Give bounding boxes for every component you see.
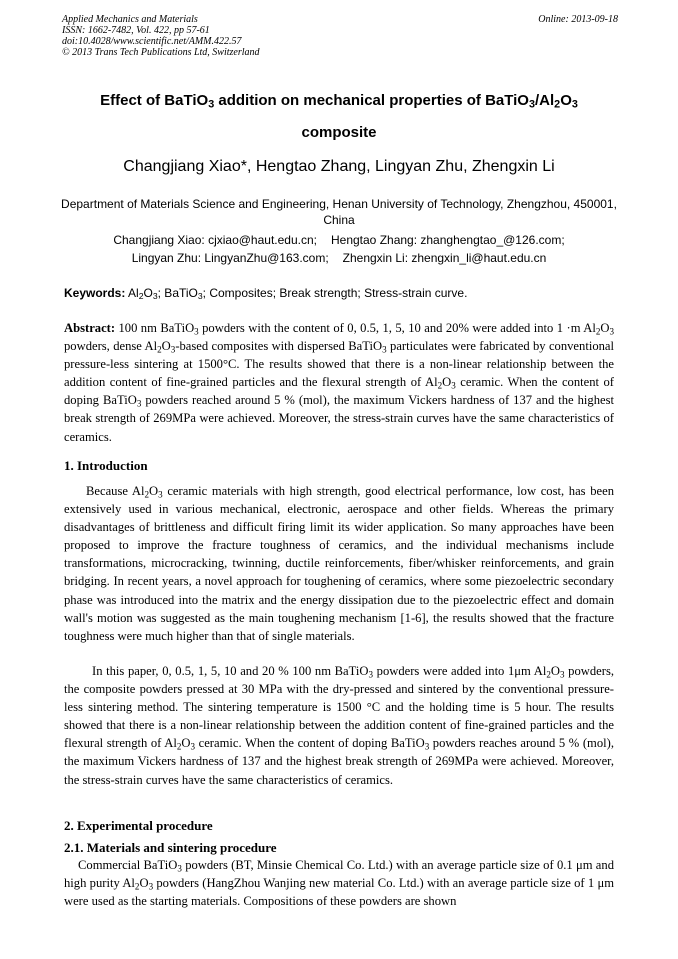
email-author-4: Zhengxin Li: zhengxin_li@haut.edu.cn	[342, 251, 547, 265]
materials-subscript: 3	[148, 881, 154, 892]
abstract-text: O	[442, 375, 452, 390]
keywords	[64, 286, 624, 300]
abstract-subscript: 3	[382, 344, 387, 355]
author-list: Changjiang Xiao*, Hengtao Zhang, Lingyan Zhu, Zhengxin Li	[123, 158, 555, 175]
intro-subscript: 2	[176, 741, 182, 752]
intro-text: Because Al	[86, 484, 145, 498]
email-author-3: Lingyan Zhu: LingyanZhu@163.com;	[131, 251, 329, 265]
intro-text: powders, the composite powders pressed at 30 MPa with the dry-pressed and sintered by the conventional pressure-less sintering method. The sintering temperature is 1500 °C and the holding time is 5 hour. The results showed that there is a non-linear relationship between the addition content of fine-grained particles and the flexural strength of Al	[64, 664, 615, 751]
keyword-text: ; BaTiO	[157, 286, 198, 300]
email-line-1	[50, 232, 628, 248]
materials-text: O	[139, 876, 149, 891]
intro-subscript: 3	[158, 489, 163, 500]
abstract-text: ceramic. When the content of doping BaTiO	[64, 375, 615, 408]
keyword-text: O	[143, 286, 153, 300]
section-heading-experimental: 2. Experimental procedure	[64, 818, 213, 833]
intro-subscript: 2	[546, 669, 551, 680]
keyword-subscript: 3	[197, 291, 203, 302]
abstract-text: particulates were fabricated by conventional pressure-less sintering at 1500°C. The results showed that there is a non-linear relationship between the addition content of fine-grained particles and the flexural strength of Al	[64, 339, 614, 390]
copyright-line: © 2013 Trans Tech Publications Ltd, Switzerland	[62, 47, 260, 58]
materials-subscript: 2	[134, 881, 140, 892]
abstract-text: O	[161, 339, 171, 354]
abstract-subscript: 3	[451, 380, 456, 391]
intro-subscript: 3	[424, 741, 430, 752]
intro-subscript: 2	[144, 489, 150, 500]
abstract-subscript: 3	[136, 398, 142, 409]
intro-text: O	[149, 484, 159, 498]
materials-subscript: 3	[177, 863, 182, 874]
intro-text: O	[181, 736, 191, 751]
title-subscript: 3	[208, 98, 215, 111]
title-text: Effect of BaTiO	[100, 92, 209, 109]
keyword-text: Al	[125, 286, 139, 300]
email-author-1: Changjiang Xiao: cjxiao@haut.edu.cn;	[113, 233, 317, 247]
intro-text: O	[550, 664, 561, 678]
abstract-text: O	[600, 321, 610, 335]
abstract-subscript: 2	[437, 380, 443, 391]
intro-subscript: 3	[560, 669, 565, 680]
doi-line: doi:10.4028/www.scientific.net/AMM.422.57	[62, 36, 242, 47]
abstract-subscript: 3	[170, 344, 176, 355]
abstract-text: powders with the content of 0, 0.5, 1, 5, 10 and 20% were added into 1 ·m Al	[198, 321, 596, 335]
materials-text: powders (BT, Minsie Chemical Co. Ltd.) with an average particle size of 0.1 μm and high purity Al	[64, 858, 614, 891]
abstract-subscript: 2	[157, 344, 162, 355]
title-subscript: 3	[571, 98, 578, 111]
keyword-subscript: 3	[152, 291, 158, 302]
paper-title-line2: composite	[301, 124, 377, 141]
title-subscript: 3	[528, 98, 535, 111]
journal-name: Applied Mechanics and Materials	[62, 14, 198, 25]
intro-subscript: 3	[368, 669, 374, 680]
keyword-subscript: 2	[138, 291, 144, 302]
materials-paragraph	[64, 856, 614, 910]
title-text: /Al	[535, 92, 555, 109]
materials-text: powders (HangZhou Wanjing new material Co. Ltd.) with an average particle size of 1 μm were used as the starting materials. Compositions of these powders are shown	[64, 876, 615, 909]
abstract-paragraph	[64, 319, 614, 446]
abstract-subscript: 3	[609, 326, 614, 337]
email-author-2: Hengtao Zhang: zhanghengtao_@126.com;	[330, 233, 565, 247]
intro-paragraph-1	[64, 482, 614, 645]
keywords-label: Keywords:	[64, 286, 126, 300]
title-text: addition on mechanical properties of BaTiO	[214, 92, 529, 109]
title-text: O	[560, 92, 572, 109]
intro-text: powders reaches around 5 % (mol), the maximum Vickers hardness of 137 and the highest break strength of 269MPa were achieved. Moreover, the stress-strain curves have the same characteristics of ceramics.	[64, 736, 614, 787]
keyword-text: ; Composites; Break strength; Stress-strain curve.	[202, 286, 468, 300]
email-line-2	[50, 250, 628, 266]
intro-text: ceramic. When the content of doping BaTiO	[195, 736, 425, 751]
journal-header	[62, 14, 618, 58]
abstract-subscript: 3	[194, 326, 199, 337]
paper-title	[40, 92, 638, 109]
title-subscript: 2	[554, 98, 561, 111]
abstract-subscript: 2	[595, 326, 601, 337]
abstract-text: -based composites with dispersed BaTiO	[175, 339, 383, 354]
abstract-text: 100 nm BaTiO	[115, 321, 195, 335]
issn-line: ISSN: 1662-7482, Vol. 422, pp 57-61	[62, 25, 210, 36]
abstract-label: Abstract:	[64, 321, 116, 335]
intro-subscript: 3	[190, 741, 196, 752]
online-date: Online: 2013-09-18	[538, 14, 618, 25]
section-heading-introduction: 1. Introduction	[64, 458, 148, 473]
intro-text: In this paper, 0, 0.5, 1, 5, 10 and 20 % 100 nm BaTiO	[92, 664, 369, 678]
intro-text: ceramic materials with high strength, good electrical performance, low cost, has been extensively used in various mechanical, electronic, aerospace and other fields. Whereas the primary disadvantages of brittleness and difficult firing limit its wider application. So many approaches have been proposed to improve the fracture toughness of ceramics, and the individual mechanisms include transformations, microcracking, twinning, ductile reinforcements, fiber/whisker reinforcements, and grain bridging. In recent years, a novel approach for toughening of ceramics, where some piezoelectric secondary phase was introduced into the matrix and the energy dissipation due to the piezoelectric effect and domain wall's motion was suggested as the main toughening mechanism [1-6], the results showed that the fracture toughness were much higher than that of single materials.	[64, 484, 614, 643]
subsection-heading-materials: 2.1. Materials and sintering procedure	[64, 840, 277, 855]
intro-paragraph-2	[64, 662, 614, 789]
abstract-text: powders, dense Al	[64, 339, 158, 354]
abstract-text: powders reached around 5 % (mol), the maximum Vickers hardness of 137 and the highest break strength of 269MPa were achieved. Moreover, the stress-strain curves have the same characteristics of ceramics.	[64, 393, 614, 444]
intro-text: powders were added into 1μm Al	[373, 664, 547, 678]
affiliation: Department of Materials Science and Engineering, Henan University of Technology, Zhengzhou, 450001, China	[61, 197, 617, 227]
materials-text: Commercial BaTiO	[78, 858, 178, 872]
